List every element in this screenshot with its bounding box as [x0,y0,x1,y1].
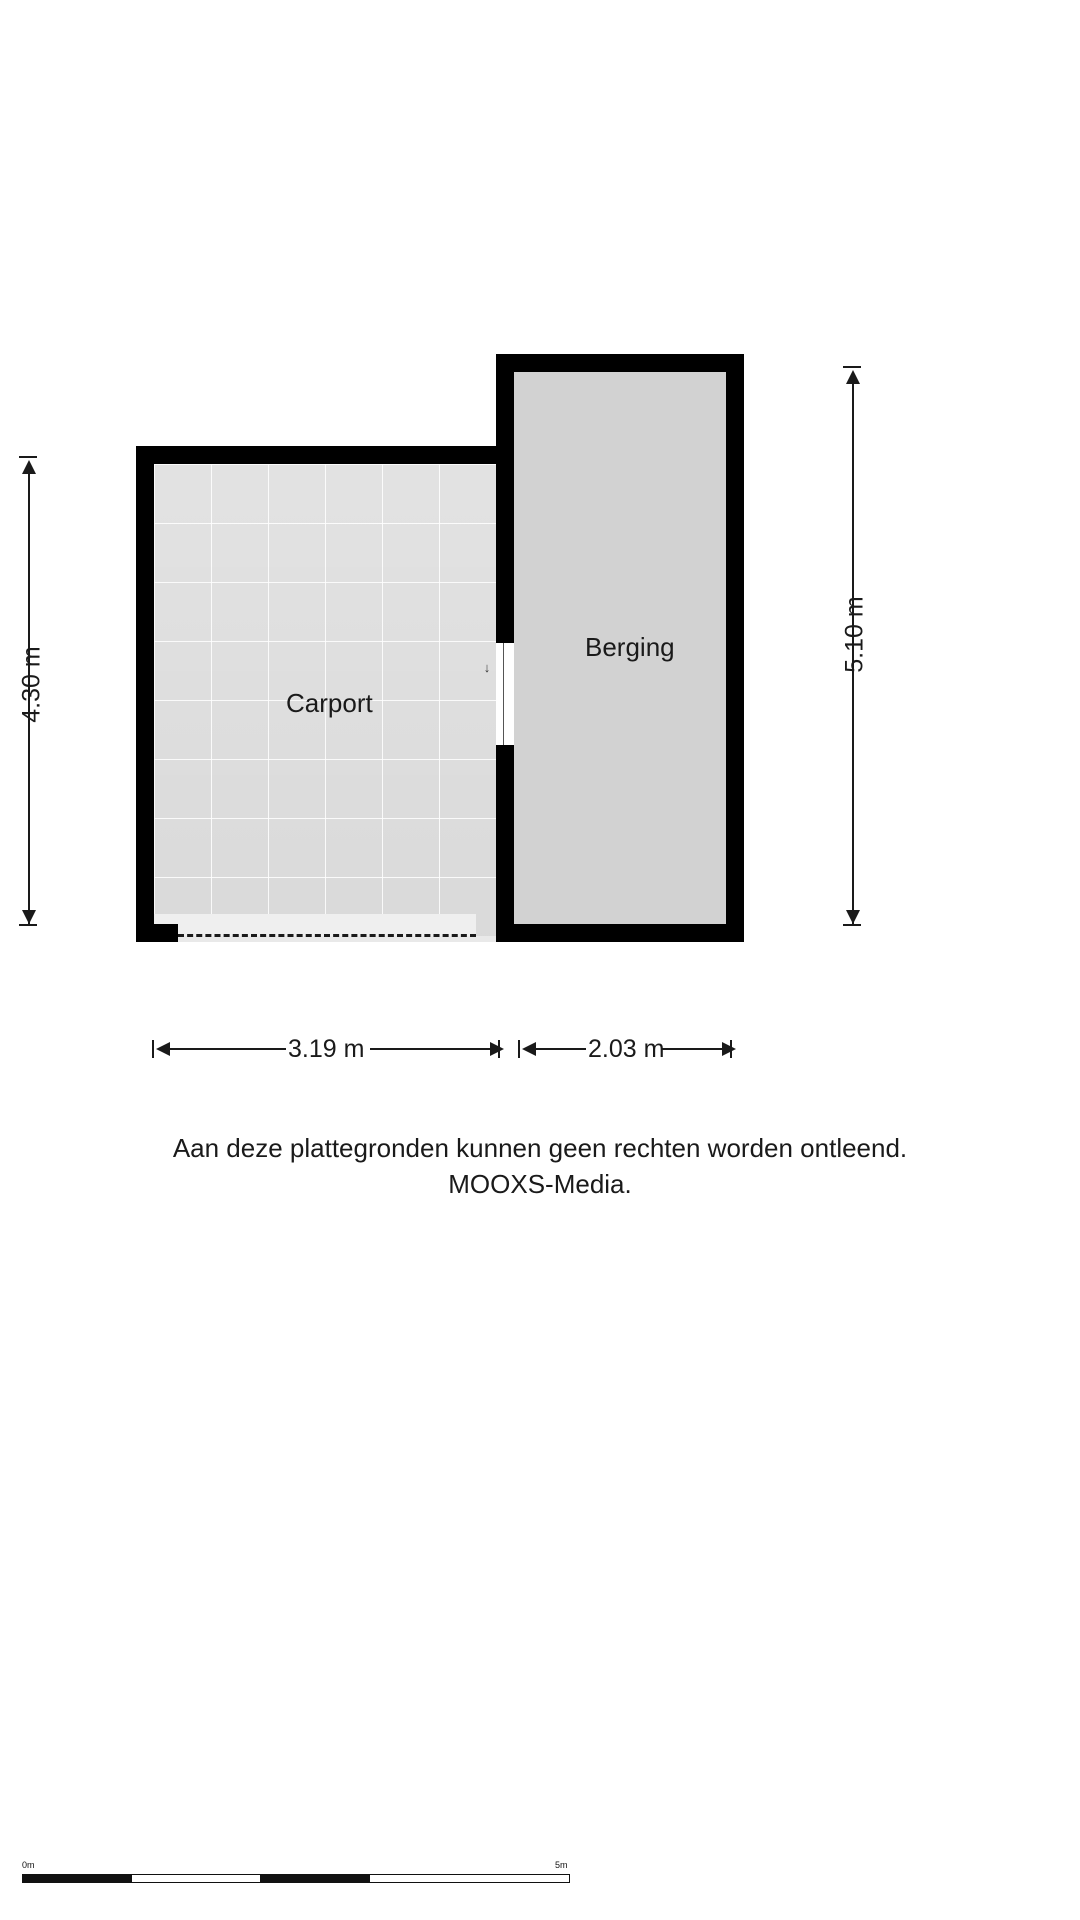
door-opening [496,640,514,748]
door-direction-arrow-icon: ↓ [483,660,491,675]
dimension-arrow-left-bottom2 [522,1042,536,1056]
dimension-arrow-up-right [846,370,860,384]
dimension-arrow-down-right [846,910,860,924]
dimension-cap-top-left [19,456,37,458]
disclaimer-line-2: MOOXS-Media. [448,1169,632,1199]
room-label-berging: Berging [585,632,675,662]
carport-wall-stub [136,924,178,942]
scale-bar-segment-2 [260,1874,370,1883]
dimension-cap-left-bottom2 [518,1040,520,1058]
dimension-line-bottom-left-a [162,1048,286,1050]
dimension-label-bottom-right: 2.03 m [588,1035,665,1063]
carport-open-edge-dashed [178,934,476,937]
scale-bar-label-end: 5m [555,1860,568,1870]
dimension-arrow-right-bottom1 [490,1042,504,1056]
dimension-cap-bottom-left [19,924,37,926]
dimension-cap-left-bottom1 [152,1040,154,1058]
scale-bar [22,1860,570,1890]
dimension-arrow-right-bottom2 [722,1042,736,1056]
dimension-line-bottom-right-a [528,1048,586,1050]
disclaimer [0,1130,1080,1202]
scale-bar-label-start: 0m [22,1860,35,1870]
dimension-arrow-up-left [22,460,36,474]
carport-open-strip [154,914,476,936]
dimension-cap-bottom-right [843,924,861,926]
dimension-line-bottom-right-b [662,1048,728,1050]
dimension-label-right: 5.10 m [840,596,869,673]
disclaimer-line-1: Aan deze plattegronden kunnen geen rechten worden ontleend. [172,1133,908,1163]
dimension-arrow-down-left [22,910,36,924]
dimension-line-bottom-left-b [370,1048,500,1050]
dimension-label-left: 4.30 m [17,646,46,723]
scale-bar-segment-1 [22,1874,132,1883]
dimension-label-bottom-left: 3.19 m [288,1035,365,1063]
dimension-cap-top-right [843,366,861,368]
room-label-carport: Carport [286,688,373,718]
dimension-arrow-left-bottom1 [156,1042,170,1056]
